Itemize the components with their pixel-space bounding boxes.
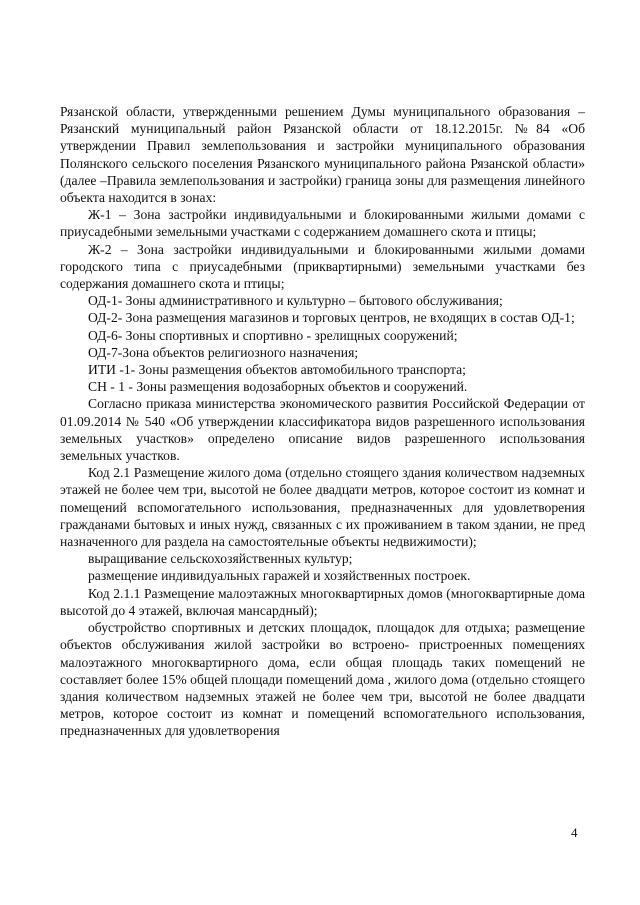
paragraph-crops: выращивание сельскохозяйственных культур; (88, 551, 353, 567)
paragraph-code-2-1-1: Код 2.1.1 Размещение малоэтажных многоквартирных домов (многоквартирные дома высотой до 4 этажей, включая мансардный); (60, 585, 585, 618)
paragraph-zone-zh2: Ж-2 – Зона застройки индивидуальными и блокированными жилыми домами городского типа с приусадебными (приквартирными) земельными участками без содержания домашнего скота и птицы; (60, 241, 585, 292)
paragraph-intro: Рязанской области, утвержденными решением Думы муниципального образования – Рязанский муниципальный район Рязанской области от 18.12.2015г. №84 «Об утверждении Правил землепользования и застройки муниципального образования Полянского сельского поселения Рязанского муниципального района Рязанской области» (далее –Правила землепользования и застройки) граница зоны для размещения линейного объекта находится в зонах: (60, 104, 585, 206)
paragraph-order: Согласно приказа министерства экономического развития Российской Федерации от 01.09.2014 № 540 «Об утверждении классификатора видов разрешенного использования земельных участков» определено описание видов разрешенного использования земельных участков. (60, 396, 585, 464)
paragraph-garages: размещение индивидуальных гаражей и хозяйственных построек. (88, 568, 471, 584)
paragraph-zone-od7: ОД-7-Зона объектов религиозного назначения; (88, 344, 359, 360)
paragraph-code-2-1: Код 2.1 Размещение жилого дома (отдельно стоящего здания количеством надземных этажей не более чем три, высотой не более двадцати метров, которое состоит из комнат и помещений вспомогательного использования, предназначенных для удовлетворения гражданами бытовых и иных нужд, связанных с их проживанием в таком здании, не пред назначенного для раздела на самостоятельные объекты недвижимости); (60, 465, 585, 550)
paragraph-zone-od6: ОД-6- Зоны спортивных и спортивно - зрелищных сооружений; (88, 327, 458, 343)
paragraph-amenities: обустройство спортивных и детских площадок, площадок для отдыха; размещение объектов обслуживания жилой застройки во встроено- пристроенных помещениях малоэтажного многоквартирного дома, если общая площадь таких помещений не составляет более 15% общей площади помещений дома , жилого дома (отдельно стоящего здания количеством надземных этажей не более чем три, высотой не более двадцати метров, которое состоит из комнат и помещений вспомогательного использования, предназначенных для удовлетворения (60, 620, 585, 739)
body-text (60, 103, 585, 740)
page-number: 4 (571, 825, 578, 840)
paragraph-zone-iti1: ИТИ -1- Зоны размещения объектов автомобильного транспорта; (88, 362, 466, 378)
paragraph-zone-zh1: Ж-1 – Зона застройки индивидуальными и блокированными жилыми домами с приусадебными земельными участками с содержанием домашнего скота и птицы; (60, 207, 585, 240)
paragraph-zone-sn1: СН - 1 - Зоны размещения водозаборных объектов и сооружений. (88, 379, 468, 395)
paragraph-zone-od2: ОД-2- Зона размещения магазинов и торговых центров, не входящих в состав ОД-1; (88, 310, 575, 326)
paragraph-zone-od1: ОД-1- Зоны административного и культурно – бытового обслуживания; (88, 293, 503, 309)
